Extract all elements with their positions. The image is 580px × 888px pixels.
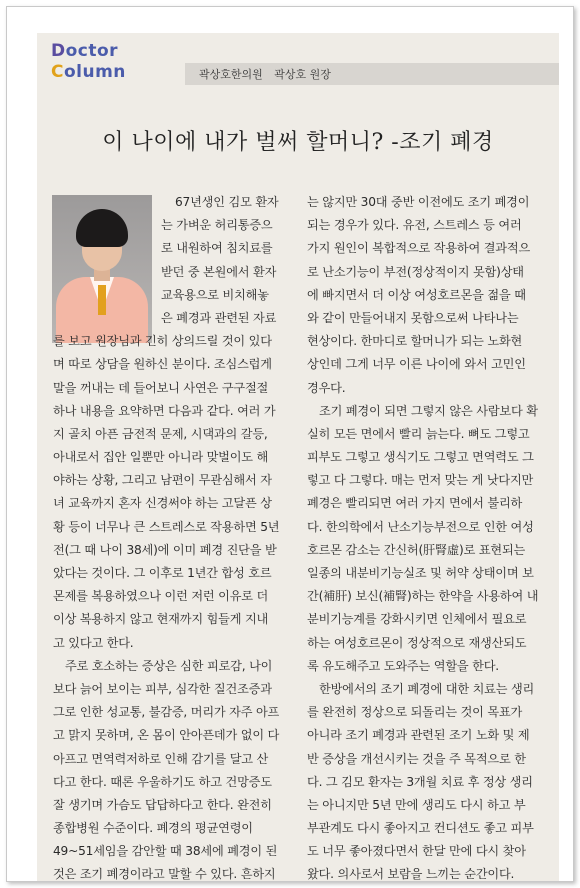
text-line: 현상이다. 한마디로 할머니가 되는 노화현 — [307, 334, 523, 349]
text-line: 반 증상을 개선시키는 것을 주 목적으로 한 — [307, 751, 526, 766]
text-line: 다고 한다. 때론 우울하기도 하고 건망증도 — [53, 774, 272, 789]
text-line: 는 않지만 30대 중반 이전에도 조기 폐경이 — [307, 195, 530, 209]
text-line: 조기 폐경이 되면 그렇지 않은 사람보다 확 — [319, 403, 538, 418]
text-line: 경우다. — [307, 380, 346, 395]
text-line: 야하는 상황, 그리고 남편이 무관심해서 자 — [53, 473, 272, 488]
text-line: 교육용으로 비치해놓 — [161, 287, 269, 302]
text-line: 그로 인한 성교통, 불감증, 머리가 자주 아프 — [53, 705, 280, 720]
author-name: 곽상호 원장 — [274, 68, 331, 81]
text-line: 지 골치 아픈 금전적 문제, 시댁과의 갈등, — [53, 426, 268, 441]
text-line: 아내로서 집안 일뿐만 아니라 맞벌이도 해 — [53, 450, 269, 465]
clinic-name: 곽상호한의원 — [199, 68, 263, 81]
text-line: 보다 늙어 보이는 피부, 심각한 질건조증과 — [53, 681, 272, 696]
text-line: 다. 그 김모 환자는 3개월 치료 후 정상 생리 — [307, 774, 533, 789]
article-column-right — [307, 191, 547, 881]
text-line: 는 아니지만 5년 만에 생리도 다시 하고 부 — [307, 797, 526, 812]
text-line: 아프고 면역력저하로 인해 감기를 달고 산 — [53, 751, 269, 766]
text-line: 것은 조기 폐경이라고 말할 수 있다. 흔하지 — [53, 867, 276, 881]
text-line: 녀 교육까지 혼자 신경써야 하는 고달픈 상 — [53, 496, 272, 511]
logo-word: octor — [65, 41, 119, 61]
text-line: 록 유도해주고 도와주는 역할을 한다. — [307, 658, 499, 673]
text-line: 다. 한의학에서 난소기능부전으로 인한 여성 — [307, 519, 534, 534]
text-line: 로 난소기능이 부전(정상적이지 못함)상태 — [307, 264, 524, 279]
text-line: 황 등이 너무나 큰 스트레스로 작용하면 5년 — [53, 519, 280, 534]
text-line: 한방에서의 조기 폐경에 대한 치료는 생리 — [319, 681, 535, 696]
text-line: 를 완전히 정상으로 되돌리는 것이 목표가 — [307, 705, 523, 720]
text-line: 몬제를 복용하였으나 이런 저런 이유로 더 — [53, 589, 269, 604]
text-line: 하나 내용을 요약하면 다음과 같다. 여러 가 — [53, 403, 276, 418]
text-line: 하는 여성호르몬이 정상적으로 재생산되도 — [307, 635, 527, 650]
text-line: 는 가벼운 허리통증으 — [161, 218, 273, 233]
text-line: 종합병원 수준이다. 폐경의 평균연령이 — [53, 821, 253, 836]
text-line: 주로 호소하는 증상은 심한 피로감, 나이 — [65, 658, 273, 673]
text-line: 았다는 것이다. 그 이후로 1년간 합성 호르 — [53, 566, 272, 580]
text-line: 실히 모든 면에서 빨리 늙는다. 뼈도 그렇고 — [307, 426, 530, 441]
text-line: 일종의 내분비기능실조 및 허약 상태이며 보 — [307, 566, 534, 580]
text-line: 와 같이 만들어내지 못함으로써 나타나는 — [307, 310, 519, 325]
text-line: 받던 중 본원에서 환자 — [161, 264, 277, 279]
text-line: 되는 경우가 있다. 유전, 스트레스 등 여러 — [307, 218, 522, 233]
text-line: 를 보고 원장님과 긴히 상의드릴 것이 있다 — [53, 334, 272, 349]
newspaper-clipping — [37, 33, 559, 881]
text-line: 가지 원인이 복합적으로 작용하여 결과적으 — [307, 241, 531, 256]
text-line: 도 너무 좋아졌다면서 한달 만에 다시 찾아 — [307, 844, 526, 859]
text-line: 피부도 그렇고 생식기도 그렇고 면역력도 그 — [307, 450, 534, 465]
logo-word: olumn — [63, 62, 126, 82]
text-line: 왔다. 의사로서 보람을 느끼는 순간이다. — [307, 867, 515, 881]
text-line: 아니라 조기 폐경과 관련된 조기 노화 및 제 — [307, 728, 530, 743]
clipping-frame — [6, 6, 574, 882]
text-line: 로 내원하여 침치료를 — [161, 241, 273, 256]
text-line: 부관계도 다시 좋아지고 컨디션도 좋고 피부 — [307, 821, 534, 836]
text-line: 고 맑지 못하며, 온 몸이 안아픈데가 없이 다 — [53, 728, 280, 743]
article-column-left — [53, 191, 289, 881]
text-line: 상인데 그게 너무 이른 나이에 와서 고민인 — [307, 357, 526, 372]
text-line: 전(그 때 나이 38세)에 이미 폐경 진단을 받 — [53, 542, 277, 557]
byline — [199, 66, 331, 82]
text-line: 이상 복용하지 않고 현재까지 힘들게 지내 — [53, 612, 269, 627]
text-line: 렇고 다 그렇다. 매는 먼저 맞는 게 낫다지만 — [307, 473, 534, 488]
text-line: 에 빠지면서 더 이상 여성호르몬을 젊을 때 — [307, 287, 526, 302]
text-line: 고 있다고 한다. — [53, 635, 134, 650]
text-line: 말을 꺼내는 데 들어보니 사연은 구구절절 — [53, 380, 269, 395]
text-line: 67년생인 김모 환자 — [175, 195, 279, 209]
text-line: 은 폐경과 관련된 자료 — [161, 310, 277, 325]
text-line: 분비기능계를 강화시키면 인체에서 필요로 — [307, 612, 527, 627]
text-line: 잘 생기며 가슴도 답답하다고 한다. 완전히 — [53, 797, 272, 812]
text-line: 49~51세임을 감안할 때 38세에 폐경이 된 — [53, 844, 278, 859]
text-line: 간(補肝) 보신(補腎)하는 한약을 사용하여 내 — [307, 589, 539, 604]
text-line: 며 따로 상담을 원하신 분이다. 조심스럽게 — [53, 357, 272, 372]
article-title: 이 나이에 내가 벌써 할머니? -조기 폐경 — [102, 130, 494, 155]
doctor-column-logo — [51, 41, 191, 87]
text-line: 호르몬 감소는 간신허(肝腎虛)로 표현되는 — [307, 542, 526, 557]
logo-letter: C — [51, 62, 64, 82]
text-line: 폐경은 빨리되면 여러 가지 면에서 불리하 — [307, 496, 523, 511]
logo-letter: D — [51, 41, 66, 61]
